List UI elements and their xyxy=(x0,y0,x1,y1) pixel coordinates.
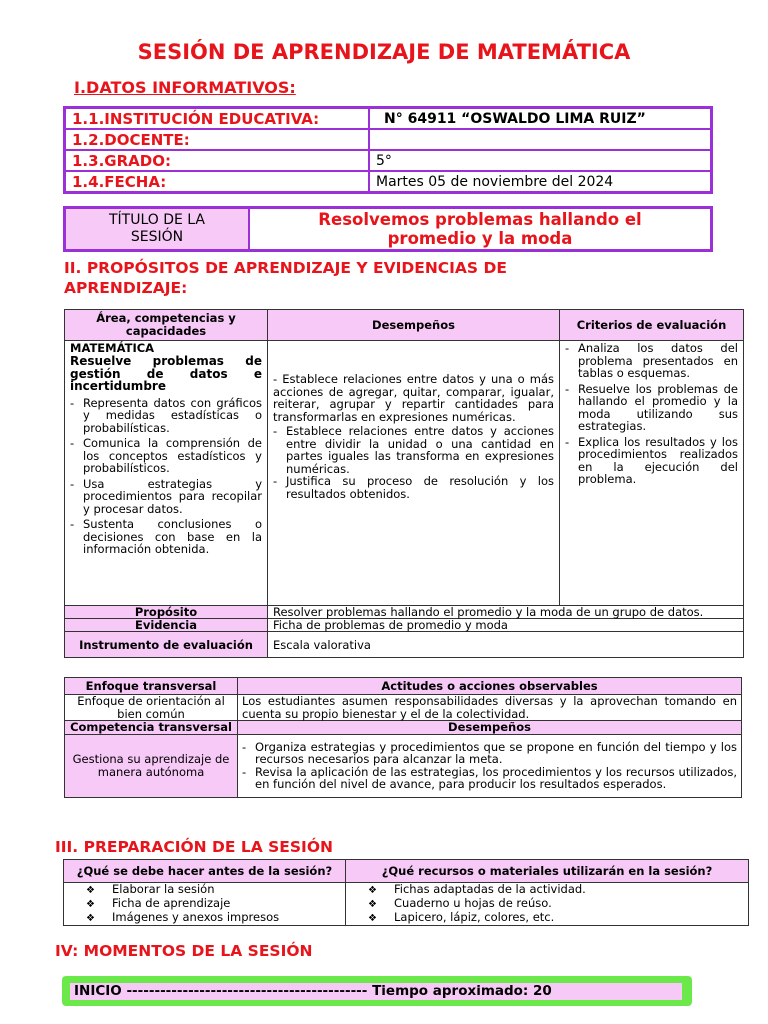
list-item: - Sustenta conclusiones o decisiones con base en la información obtenida. xyxy=(70,518,262,556)
col-header: Criterios de evaluación xyxy=(560,310,744,341)
titulo-value-line: promedio y la moda xyxy=(387,229,573,248)
evidencia-label: Evidencia xyxy=(65,619,268,632)
list-item: - Representa datos con gráficos y medidas estadísticas o probabilísticas. xyxy=(70,397,262,435)
col-header: Área, competencias y capacidades xyxy=(65,310,268,341)
datos-label: 1.4.FECHA: xyxy=(65,171,370,193)
list-item xyxy=(86,897,341,911)
proposito-value: Resolver problemas hallando el promedio y la moda de un grupo de datos. xyxy=(268,606,744,619)
datos-value xyxy=(369,129,712,150)
list-item: - Analiza los datos del problema presentados en tablas o esquemas. xyxy=(565,342,738,380)
proposito-label: Propósito xyxy=(65,606,268,619)
criterios-list xyxy=(565,342,738,486)
list-item xyxy=(86,883,341,897)
competencia-list xyxy=(242,741,737,791)
preparacion-table xyxy=(63,859,749,926)
enfoque-table xyxy=(64,677,742,798)
recursos-cell xyxy=(346,883,749,926)
diamond-bullet-icon: ❖ xyxy=(368,885,377,896)
preparacion-heading: III. PREPARACIÓN DE LA SESIÓN xyxy=(55,838,333,856)
datos-label: 1.3.GRADO: xyxy=(65,150,370,171)
enfoque-name: Enfoque de orientación al bien común xyxy=(65,695,238,721)
titulo-label-line: TÍTULO DE LA xyxy=(108,212,206,228)
list-item-text: Cuaderno u hojas de reúso. xyxy=(394,896,552,910)
datos-row xyxy=(65,129,712,150)
diamond-bullet-icon: ❖ xyxy=(86,885,95,896)
list-item-text: Elaborar la sesión xyxy=(112,882,215,896)
datos-heading: I.DATOS INFORMATIVOS: xyxy=(74,78,296,97)
recursos-header: ¿Qué recursos o materiales utilizarán en la sesión? xyxy=(346,860,749,883)
datos-label: 1.1.INSTITUCIÓN EDUCATIVA: xyxy=(65,108,370,130)
criterios-cell xyxy=(560,341,744,606)
area-name: MATEMÁTICA xyxy=(70,341,155,355)
list-item xyxy=(368,897,744,911)
datos-value: N° 64911 “OSWALDO LIMA RUIZ” xyxy=(369,108,712,130)
page-title: SESIÓN DE APRENDIZAJE DE MATEMÁTICA xyxy=(137,40,631,64)
antes-list xyxy=(68,883,341,925)
datos-row xyxy=(65,108,712,130)
list-item-text: Fichas adaptadas de la actividad. xyxy=(394,882,586,896)
datos-row xyxy=(65,150,712,171)
propositos-table xyxy=(64,309,744,658)
instrumento-label: Instrumento de evaluación xyxy=(65,632,268,658)
propositos-heading-line: II. PROPÓSITOS DE APRENDIZAJE Y EVIDENCIAS DE xyxy=(64,259,507,277)
competencia: Resuelve problemas de gestión de datos e incertidumbre xyxy=(70,354,262,393)
diamond-bullet-icon: ❖ xyxy=(368,899,377,910)
diamond-bullet-icon: ❖ xyxy=(86,913,95,924)
titulo-label-line: SESIÓN xyxy=(130,229,184,245)
list-item-text: Ficha de aprendizaje xyxy=(112,896,231,910)
competencia-cell xyxy=(238,734,742,797)
list-item: - Justifica su proceso de resolución y los resultados obtenidos. xyxy=(273,475,554,500)
instrumento-value: Escala valorativa xyxy=(268,632,744,658)
actitudes-header: Actitudes o acciones observables xyxy=(238,678,742,695)
datos-row xyxy=(65,171,712,193)
list-item: - Revisa la aplicación de las estrategias, los procedimientos y los recursos utilizados, en función del nivel de avance, para producir los resultados esperados. xyxy=(242,766,737,791)
list-item: - Organiza estrategias y procedimientos que se propone en función del tiempo y los recursos necesarios para alcanzar la meta. xyxy=(242,741,737,766)
propositos-heading xyxy=(64,258,564,298)
enfoque-header: Enfoque transversal xyxy=(65,678,238,695)
list-item: - Resuelve los problemas de hallando el promedio y la moda utilizando sus estrategias. xyxy=(565,383,738,433)
list-item xyxy=(86,911,341,925)
diamond-bullet-icon: ❖ xyxy=(368,913,377,924)
evidencia-value: Ficha de problemas de promedio y moda xyxy=(268,619,744,632)
titulo-value-line: Resolvemos problemas hallando el xyxy=(318,210,642,229)
titulo-table xyxy=(63,206,713,252)
datos-value: Martes 05 de noviembre del 2024 xyxy=(369,171,712,193)
datos-label: 1.2.DOCENTE: xyxy=(65,129,370,150)
area-cell xyxy=(65,341,268,606)
datos-table xyxy=(63,106,713,194)
list-item: - Explica los resultados y los procedimientos realizados en la ejecución del problema. xyxy=(565,436,738,486)
inicio-label: INICIO ------------------------------------------- Tiempo aproximado: 20 xyxy=(70,983,682,1000)
list-item: - Establece relaciones entre datos y acciones entre dividir la unidad o una cantidad en partes iguales las transforma en expresiones numéricas. xyxy=(273,425,554,475)
comp-desempenos-header: Desempeños xyxy=(238,721,742,735)
list-item-text: Imágenes y anexos impresos xyxy=(112,910,280,924)
propositos-heading-line: APRENDIZAJE: xyxy=(64,279,188,297)
antes-cell xyxy=(64,883,346,926)
enfoque-text: Los estudiantes asumen responsabilidades diversas y la aprovechan tomando en cuenta su propio bienestar y el de la colectividad. xyxy=(238,695,742,721)
capacidades-list xyxy=(70,397,262,556)
desempeno-intro: - Establece relaciones entre datos y una o más acciones de agregar, quitar, comparar, igualar, reiterar, agrupar y repartir cantidades para transformarlas en expresiones numéricas. xyxy=(273,372,554,424)
desempenos-list xyxy=(273,425,554,500)
competencia-header: Competencia transversal xyxy=(65,721,238,735)
recursos-list xyxy=(350,883,744,925)
datos-value: 5° xyxy=(369,150,712,171)
col-header: Desempeños xyxy=(268,310,560,341)
antes-header: ¿Qué se debe hacer antes de la sesión? xyxy=(64,860,346,883)
diamond-bullet-icon: ❖ xyxy=(86,899,95,910)
titulo-value xyxy=(249,208,712,251)
list-item-text: Lapicero, lápiz, colores, etc. xyxy=(394,910,555,924)
competencia-name: Gestiona su aprendizaje de manera autónoma xyxy=(65,734,238,797)
list-item xyxy=(368,911,744,925)
momentos-heading: IV: MOMENTOS DE LA SESIÓN xyxy=(55,942,313,960)
list-item xyxy=(368,883,744,897)
list-item: - Usa estrategias y procedimientos para recopilar y procesar datos. xyxy=(70,478,262,516)
list-item: - Comunica la comprensión de los conceptos estadísticos y probabilísticos. xyxy=(70,437,262,475)
titulo-label xyxy=(65,208,250,251)
desempenos-cell xyxy=(268,341,560,606)
